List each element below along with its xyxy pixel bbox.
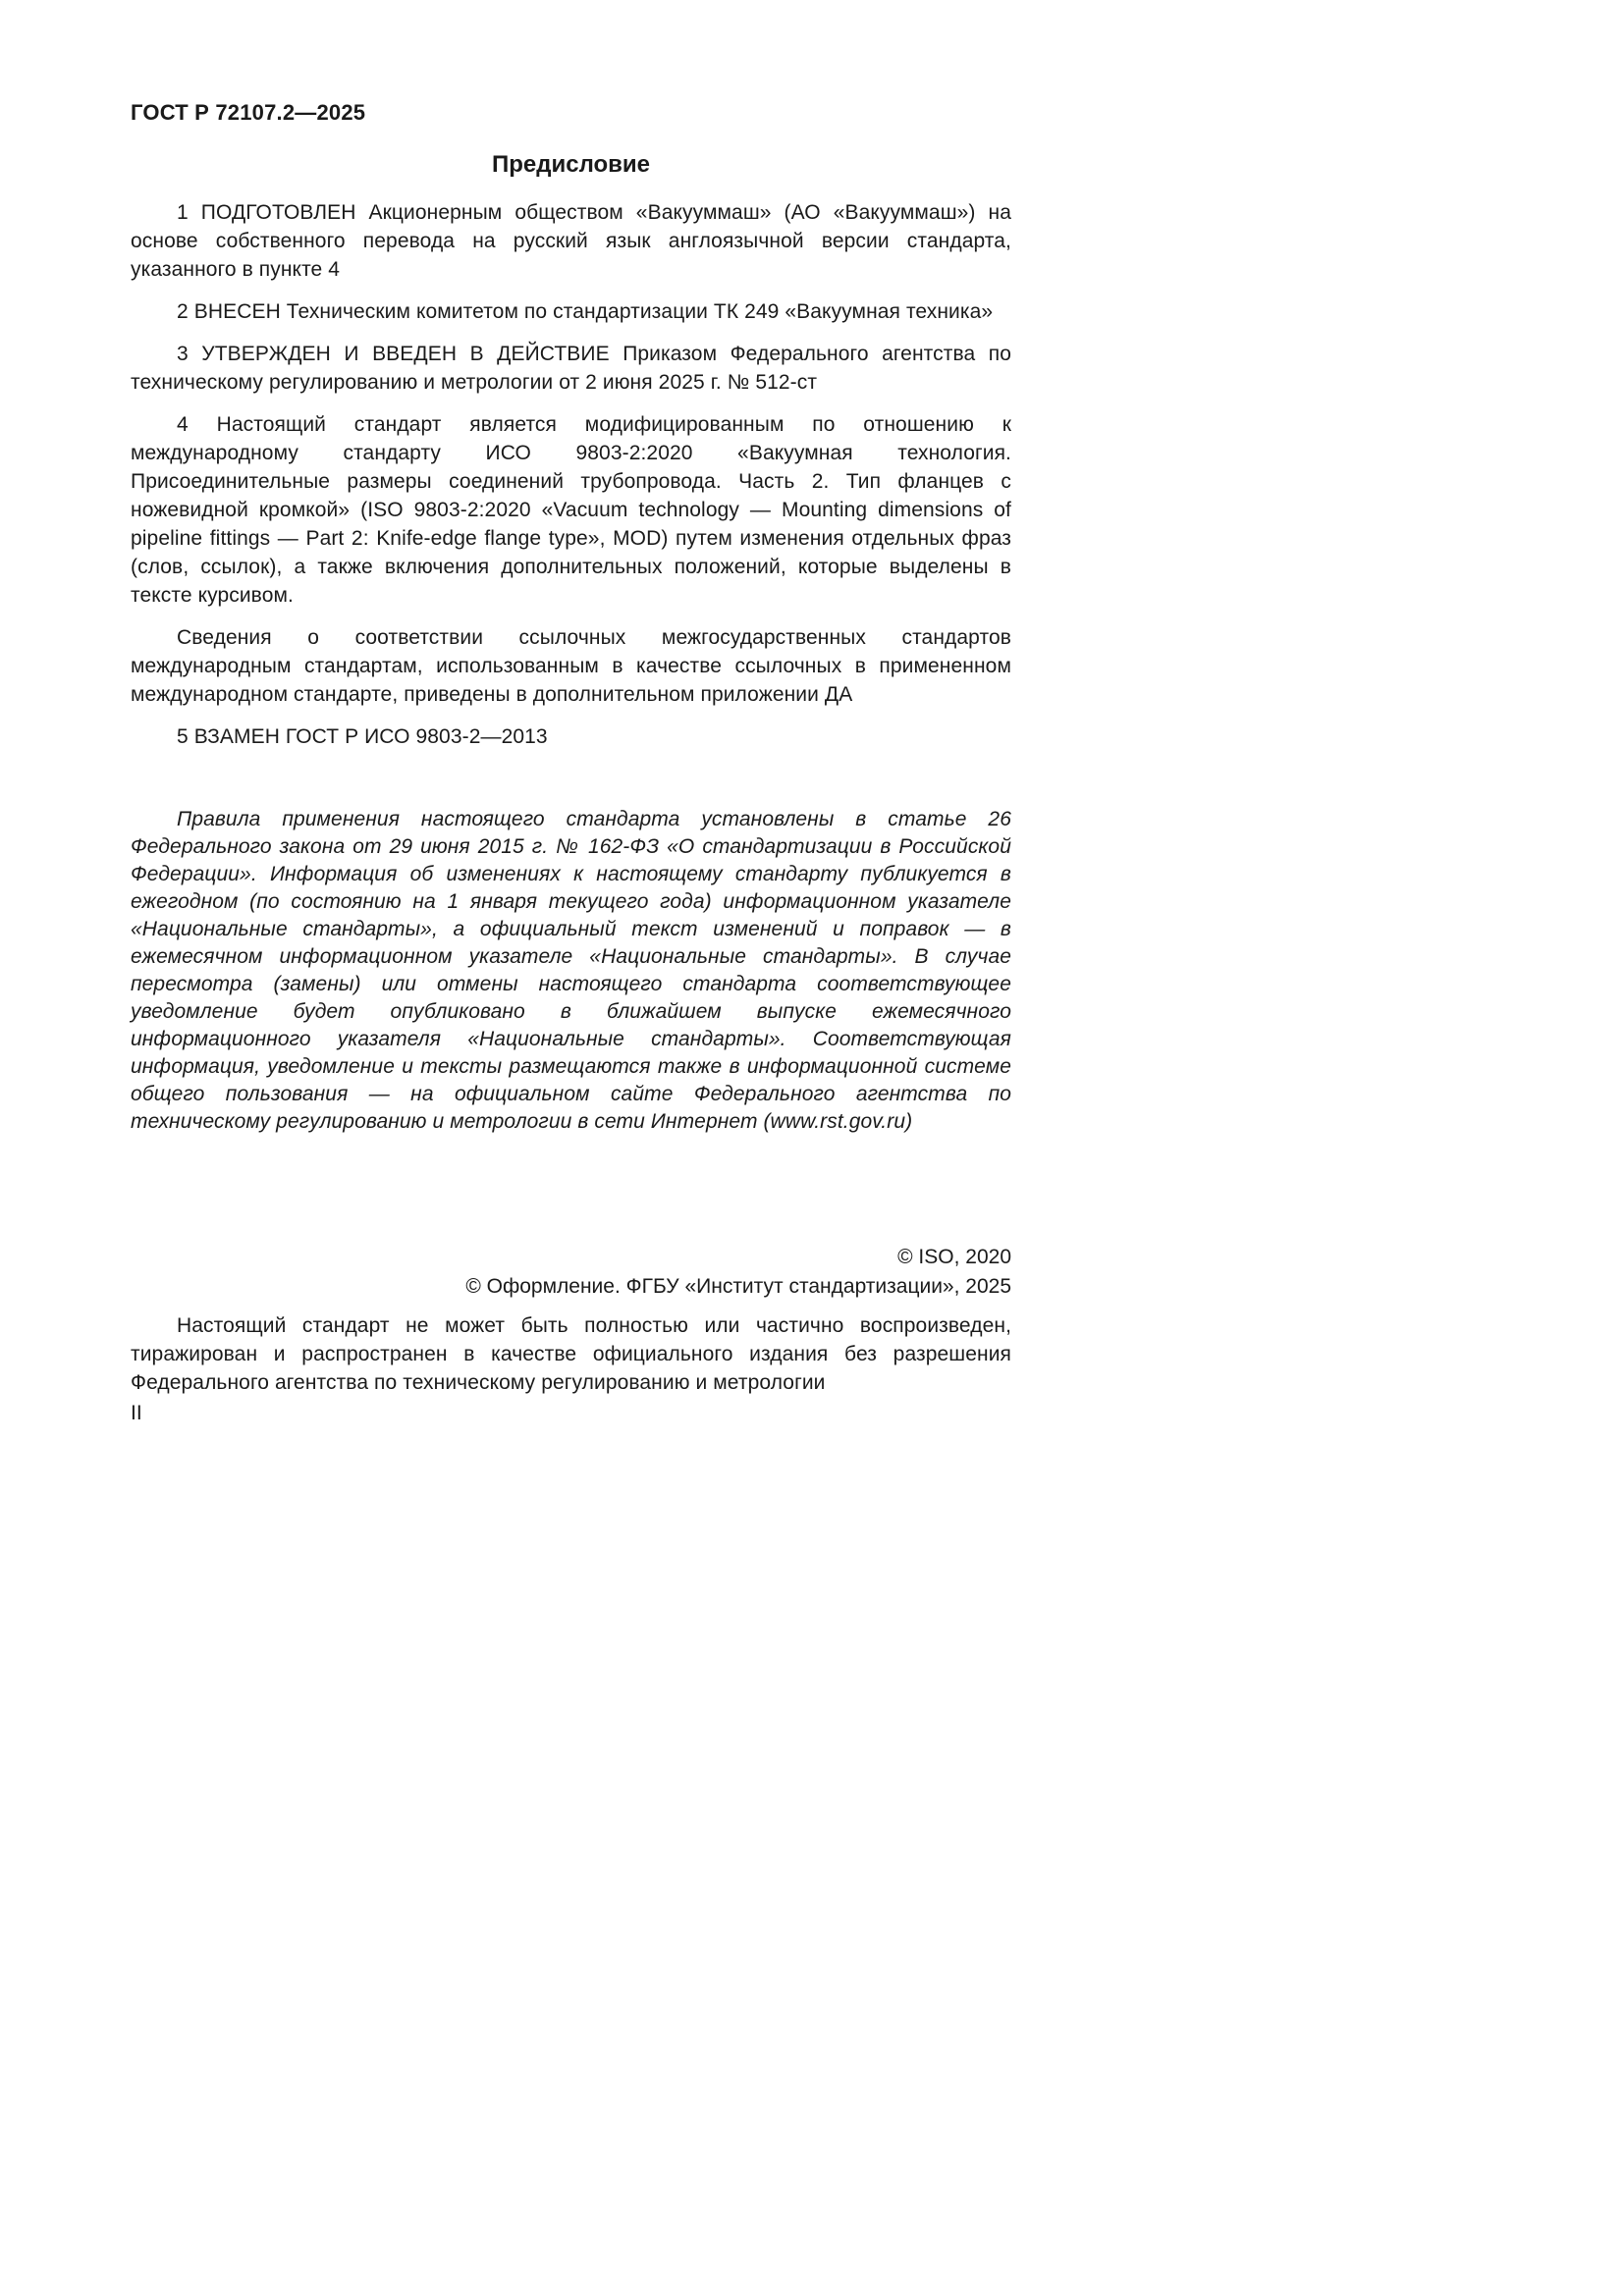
foreword-item-4-continuation: Сведения о соответствии ссылочных межгосударственных стандартов международным стандартам, использованным в качестве ссылочных в примененном международном стандарте, приведены в дополнительном приложении ДА — [131, 626, 1011, 706]
page-footer — [131, 1243, 1011, 1425]
legal-notice-block — [131, 806, 1011, 1136]
page-number: II — [131, 1402, 142, 1424]
foreword-item-2: 2 ВНЕСЕН Техническим комитетом по стандартизации ТК 249 «Вакуумная техника» — [177, 300, 994, 323]
foreword-item-5: 5 ВЗАМЕН ГОСТ Р ИСО 9803-2—2013 — [177, 725, 548, 748]
restriction-notice: Настоящий стандарт не может быть полностью или частично воспроизведен, тиражирован и распространен в качестве официального издания без разрешения Федерального агентства по техническому регулированию и метрологии — [131, 1314, 1011, 1394]
copyright-design: © Оформление. ФГБУ «Институт стандартизации», 2025 — [465, 1275, 1011, 1298]
foreword-item-1: 1 ПОДГОТОВЛЕН Акционерным обществом «Вакууммаш» (АО «Вакууммаш») на основе собственного перевода на русский язык англоязычной версии стандарта, указанного в пункте 4 — [131, 201, 1011, 281]
foreword-item-4: 4 Настоящий стандарт является модифицированным по отношению к международному стандарту ИСО 9803-2:2020 «Вакуумная технология. Присоединительные размеры соединений трубопровода. Часть 2. Тип фланцев с ножевидной кромкой» (ISO 9803-2:2020 «Vacuum technology — Mounting dimensions of pipeline fittings — Part 2: Knife-edge flange type», MOD) путем изменения отдельных фраз (слов, ссылок), а также включения дополнительных положений, которые выделены в тексте курсивом. — [131, 413, 1011, 607]
copyright-iso: © ISO, 2020 — [897, 1246, 1011, 1268]
page-title: Предисловие — [491, 151, 651, 178]
page-content — [131, 0, 1011, 1136]
foreword-item-3: 3 УТВЕРЖДЕН И ВВЕДЕН В ДЕЙСТВИЕ Приказом Федерального агентства по техническому регулированию и метрологии от 2 июня 2025 г. № 512-ст — [131, 343, 1011, 394]
copyright-block — [131, 1243, 1011, 1302]
legal-notice-text: Правила применения настоящего стандарта установлены в статье 26 Федерального закона от 29 июня 2015 г. № 162-ФЗ «О стандартизации в Российской Федерации». Информация об изменениях к настоящему стандарту публикуется в ежегодном (по состоянию на 1 января текущего года) информационном указателе «Национальные стандарты», а официальный текст изменений и поправок — в ежемесячном информационном указателе «Национальные стандарты». В случае пересмотра (замены) или отмены настоящего стандарта соответствующее уведомление будет опубликовано в ближайшем выпуске ежемесячного информационного указателя «Национальные стандарты». Соответствующая информация, уведомление и тексты размещаются также в информационной системе общего пользования — на официальном сайте Федерального агентства по техническому регулированию и метрологии в сети Интернет (www.rst.gov.ru) — [131, 808, 1011, 1133]
doc-number: ГОСТ Р 72107.2—2025 — [131, 100, 366, 125]
